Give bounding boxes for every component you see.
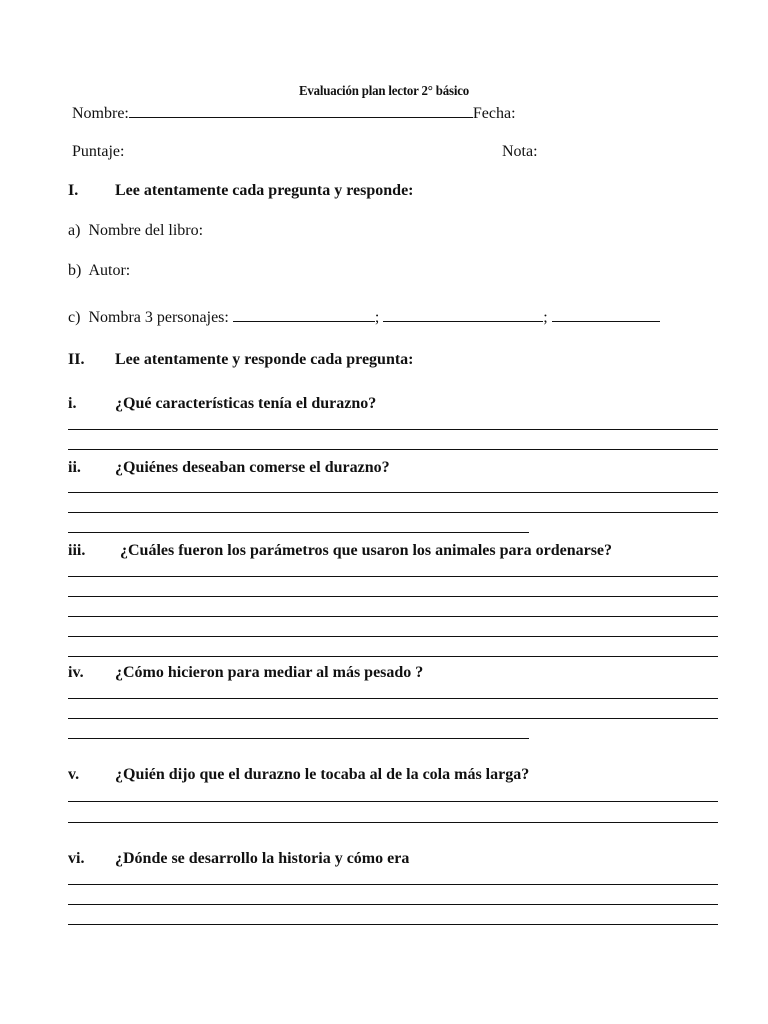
separator-1: ; — [374, 309, 380, 326]
question-6-numeral: vi. — [68, 850, 85, 867]
item-a — [68, 222, 203, 240]
nombre-label: Nombre: — [72, 105, 129, 122]
personaje-1-blank[interactable] — [233, 307, 375, 322]
question-2-text: ¿Quiénes deseaban comerse el durazno? — [115, 459, 390, 476]
nombre-blank[interactable] — [129, 103, 473, 118]
question-6-text: ¿Dónde se desarrollo la historia y cómo era — [115, 850, 410, 867]
answer-line[interactable] — [68, 429, 718, 430]
answer-line[interactable] — [68, 449, 718, 450]
item-c — [68, 307, 660, 327]
question-4-text: ¿Cómo hicieron para mediar al más pesado ? — [115, 664, 424, 681]
nombre-row — [72, 103, 516, 123]
section-1-numeral: I. — [68, 182, 79, 199]
answer-line[interactable] — [68, 576, 718, 577]
item-b — [68, 262, 130, 280]
item-c-text: Nombra 3 personajes: — [88, 309, 229, 326]
answer-line[interactable] — [68, 801, 718, 802]
answer-line[interactable] — [68, 596, 718, 597]
item-b-label: b) — [68, 262, 82, 279]
answer-line[interactable] — [68, 822, 718, 823]
answer-line[interactable] — [68, 884, 718, 885]
answer-line[interactable] — [68, 698, 718, 699]
item-c-label: c) — [68, 309, 81, 326]
answer-line[interactable] — [68, 904, 718, 905]
personaje-3-blank[interactable] — [552, 307, 660, 322]
question-1-numeral: i. — [68, 395, 77, 412]
question-3-numeral: iii. — [68, 542, 86, 559]
question-5-numeral: v. — [68, 766, 80, 783]
answer-line[interactable] — [68, 532, 529, 533]
question-4-numeral: iv. — [68, 664, 84, 681]
answer-line[interactable] — [68, 738, 529, 739]
answer-line[interactable] — [68, 924, 718, 925]
section-2-numeral: II. — [68, 351, 85, 368]
puntaje-label: Puntaje: — [72, 143, 125, 160]
answer-line[interactable] — [68, 616, 718, 617]
fecha-label: Fecha: — [472, 105, 516, 122]
answer-line[interactable] — [68, 718, 718, 719]
separator-2: ; — [543, 309, 548, 326]
question-2-numeral: ii. — [68, 459, 81, 476]
answer-line[interactable] — [68, 636, 718, 637]
nota-label: Nota: — [502, 143, 538, 160]
item-a-text: Nombre del libro: — [88, 222, 204, 239]
item-a-label: a) — [68, 222, 81, 239]
answer-line[interactable] — [68, 512, 718, 513]
question-3-text: ¿Cuáles fueron los parámetros que usaron los animales para ordenarse? — [120, 542, 613, 559]
answer-line[interactable] — [68, 492, 718, 493]
personaje-2-blank[interactable] — [383, 307, 543, 322]
section-1-heading: Lee atentamente cada pregunta y responde: — [115, 182, 414, 199]
section-2-heading: Lee atentamente y responde cada pregunta: — [115, 351, 414, 368]
question-1-text: ¿Qué características tenía el durazno? — [115, 395, 377, 412]
document-title: Evaluación plan lector 2° básico — [298, 84, 470, 99]
answer-line[interactable] — [68, 656, 718, 657]
question-5-text: ¿Quién dijo que el durazno le tocaba al de la cola más larga? — [115, 766, 530, 783]
item-b-text: Autor: — [88, 262, 131, 279]
